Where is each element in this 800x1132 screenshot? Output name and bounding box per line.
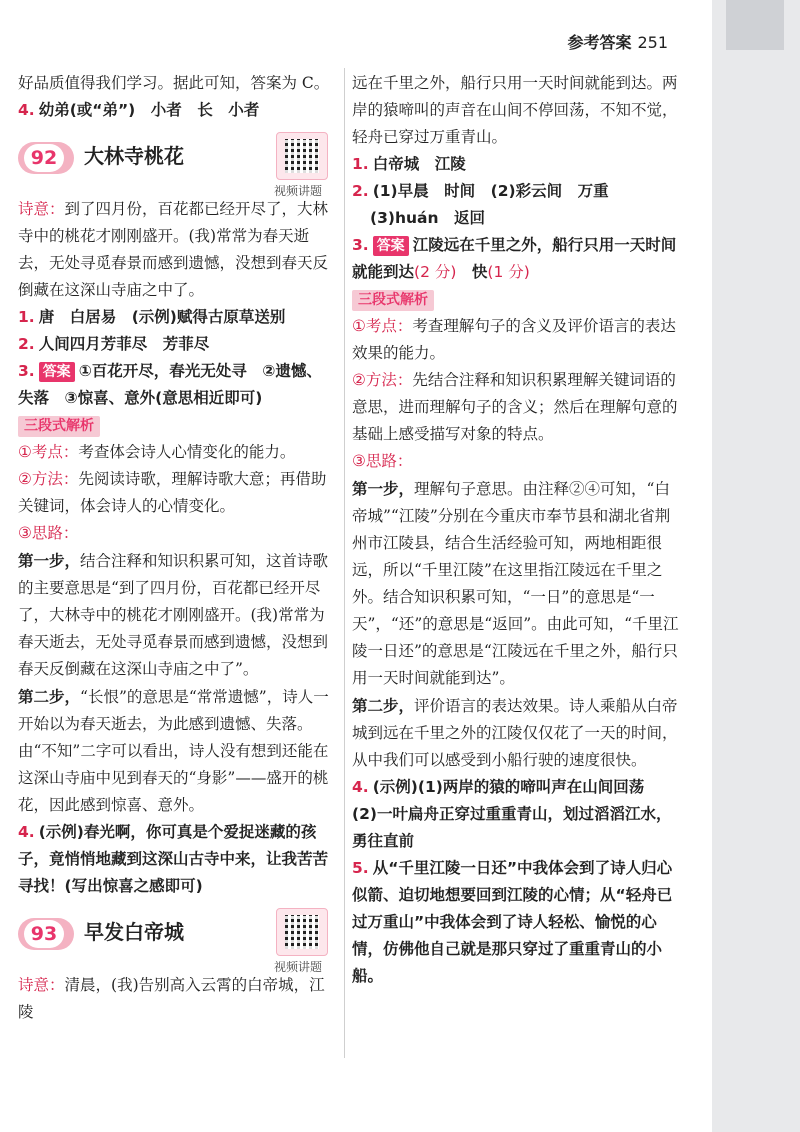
header-title: 参考答案 <box>567 33 632 52</box>
answer-5: 5. 从“千里江陵一日还”中我体会到了诗人归心似箭、迫切地想要回到江陵的心情；从“轻舟已过万重山”中我体会到了诗人轻松、愉悦的心情，仿佛他自己就是那只穿过了重重青山的小船。 <box>352 859 673 985</box>
step-1: 第一步，理解句子意思。由注释②④可知，“白帝城”“江陵”分别在今重庆市奉节县和湖北省荆州市江陵县，结合生活经验可知，两地相距很远，所以“千里江陵”在这里指江陵远在千里之外。结合知识积累可知，“一日”的意思是“一天”，“还”的意思是“返回”。由此可知，“千里江陵一日还”的意思是“江陵远在千里之外，船行只用一天时间就能到达”。 <box>352 479 679 687</box>
page-header <box>567 30 668 53</box>
section-93-header <box>18 910 336 974</box>
qr-code-icon[interactable] <box>276 132 328 180</box>
step-2: 第二步，“长恨”的意思是“常常遗憾”，诗人一开始以为春天逝去，为此感到遗憾、失落。由“不知”二字可以看出，诗人没有想到还能在这深山寺庙中见到春天的“身影”——盛开的桃花，因此感到惊喜、意外。 <box>18 687 329 814</box>
qr-caption: 视频讲题 <box>274 960 323 974</box>
step-2: 第二步，评价语言的表达效果。诗人乘船从白帝城到远在千里之外的江陵仅仅花了一天的时间，从中我们可以感受到小船行驶的速度很快。 <box>352 696 678 769</box>
section-92-header <box>18 134 336 198</box>
answer-tag: 答案 <box>373 236 409 256</box>
step-1: 第一步，结合注释和知识积累可知，这首诗歌的主要意思是“到了四月份，百花都已经开尽了，大林寺中的桃花才刚刚盛开。(我)常常为春天逝去，无处寻觅春景而感到遗憾，没想到春天反倒藏在这深山寺庙之中了”。 <box>18 551 329 678</box>
test-point: ①考点：考查体会诗人心情变化的能力。 <box>18 443 296 461</box>
answer-3: 3. 答案 江陵远在千里之外，船行只用一天时间就能到达(2 分) 快(1 分) <box>352 236 677 281</box>
right-column <box>352 70 682 990</box>
page-number: 251 <box>637 33 668 52</box>
answer-4-prev: 4. 幼弟(或“弟”) 小者 长 小者 <box>18 101 260 119</box>
analysis-label: 三段式解析 <box>352 290 434 311</box>
answer-2: 2. 人间四月芳菲尽 芳菲尽 <box>18 335 210 353</box>
poem-meaning: 诗意：清晨，(我)告别高入云霄的白帝城，江陵 <box>18 976 325 1021</box>
page-edge-tab <box>726 0 784 50</box>
answer-tag: 答案 <box>39 362 75 382</box>
method: ②方法：先结合注释和知识积累理解关键词语的意思，进而理解句子的含义；然后在理解句意的基础上感受描写对象的特点。 <box>352 371 678 443</box>
section-number-badge: 92 <box>18 142 74 174</box>
analysis-label: 三段式解析 <box>18 416 100 437</box>
section-title: 早发白帝城 <box>84 920 184 944</box>
approach-label: ③思路： <box>18 524 79 542</box>
answer-2-part-3: (3)huán 返回 <box>370 209 486 227</box>
column-divider <box>344 68 345 1058</box>
continued-text: 好品质值得我们学习。据此可知，答案为 C。 <box>18 74 330 92</box>
answer-1: 1. 唐 白居易 (示例)赋得古原草送别 <box>18 308 286 326</box>
section-title: 大林寺桃花 <box>84 144 184 168</box>
poem-meaning: 诗意：到了四月份，百花都已经开尽了，大林寺中的桃花才刚刚盛开。(我)常常为春天逝去，无处寻觅春景而感到遗憾，没想到春天反倒藏在这深山寺庙之中了。 <box>18 200 329 299</box>
poem-meaning-continued: 远在千里之外，船行只用一天时间就能到达。两岸的猿啼叫的声音在山间不停回荡，不知不觉，轻舟已穿过万重青山。 <box>352 74 678 146</box>
answer-2: 2. (1)早晨 时间 (2)彩云间 万重 <box>352 182 609 200</box>
page-edge-margin <box>712 0 800 1132</box>
qr-code-icon[interactable] <box>276 908 328 956</box>
left-column <box>18 70 336 1026</box>
approach-label: ③思路： <box>352 452 413 470</box>
answer-3: 3. 答案 ①百花开尽，春光无处寻 ②遗憾、失落 ③惊喜、意外(意思相近即可) <box>18 362 322 407</box>
qr-caption: 视频讲题 <box>274 184 323 198</box>
answer-4: 4. (示例)春光啊，你可真是个爱捉迷藏的孩子，竟悄悄地藏到这深山古寺中来，让我苦苦寻找！(写出惊喜之感即可) <box>18 823 329 895</box>
method: ②方法：先阅读诗歌，理解诗歌大意；再借助关键词，体会诗人的心情变化。 <box>18 470 327 515</box>
section-number-badge: 93 <box>18 918 74 950</box>
answer-4: 4. (示例)(1)两岸的猿的啼叫声在山间回荡 (2)一叶扁舟正穿过重重青山，划过滔滔江水，勇往直前 <box>352 778 672 850</box>
answer-1: 1. 白帝城 江陵 <box>352 155 466 173</box>
test-point: ①考点：考查理解句子的含义及评价语言的表达效果的能力。 <box>352 317 676 362</box>
